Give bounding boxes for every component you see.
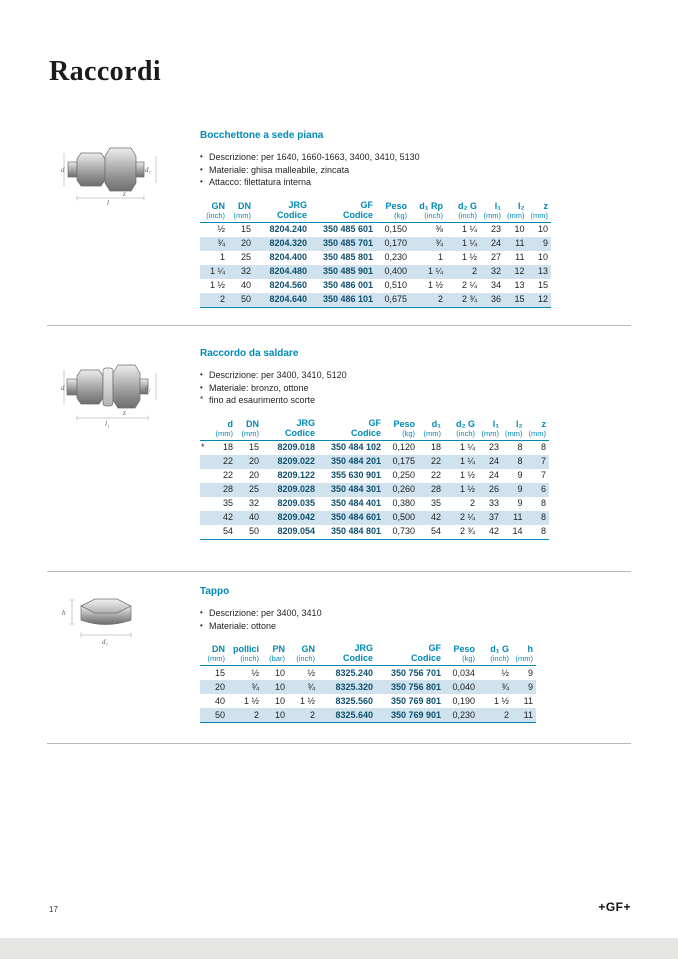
table-cell: 350 756 701: [390, 667, 441, 678]
table-cell: 350 484 102: [330, 442, 381, 452]
column-header: PN (bar): [269, 644, 285, 663]
table-cell: ½: [217, 224, 225, 234]
table-cell: 22: [430, 456, 441, 466]
table-cell: 1 ½: [459, 484, 475, 494]
table-cell: 350 486 101: [322, 294, 373, 304]
column-header: d₁ Rp (inch): [419, 200, 443, 220]
product-image-column: [47, 348, 200, 433]
table-cell: 50: [240, 294, 251, 304]
bullet-text: Descrizione: per 3400, 3410: [209, 608, 322, 618]
table-cell: 10: [274, 681, 285, 692]
table-cell: 12: [514, 266, 525, 276]
table-cell: 25: [240, 252, 251, 262]
table-cell: 8325.560: [335, 695, 373, 706]
table-cell: 2: [309, 709, 315, 720]
table-cell: 15: [537, 280, 548, 290]
table-cell: 18: [222, 442, 233, 452]
column-header: GF Codice: [342, 199, 373, 220]
table-cell: 0,380: [392, 498, 415, 508]
table-cell: 9: [527, 681, 533, 692]
table-cell: 15: [240, 224, 251, 234]
table-cell: 24: [488, 470, 499, 480]
table-cell: [200, 455, 210, 469]
table-row: [200, 680, 536, 694]
table-cell: 0,500: [392, 512, 415, 522]
table-cell: 8209.018: [277, 442, 315, 452]
table-cell: 8: [540, 526, 546, 536]
table-cell: 20: [214, 681, 225, 692]
table-cell: 22: [222, 456, 233, 466]
table-cell: 10: [274, 695, 285, 706]
table-cell: [200, 525, 210, 540]
bullet-text: Materiale: ottone: [209, 620, 277, 631]
table-cell: 1 ¼: [209, 266, 225, 276]
product-image-column: [47, 130, 200, 211]
table-cell: 1: [219, 252, 225, 262]
table-cell: 2 ¼: [461, 280, 477, 290]
table-cell: 35: [222, 498, 233, 508]
bullet-list: [200, 607, 633, 632]
dimension-label: d: [61, 166, 65, 174]
bullet-text: Descrizione: per 1640, 1660-1663, 3400, 3410, 5130: [209, 152, 420, 162]
table-cell: 8325.640: [335, 709, 373, 720]
table-cell: 0,230: [452, 709, 475, 720]
section-title: Raccordo da saldare: [200, 348, 299, 359]
table-row: [200, 469, 549, 483]
bullet-text: Descrizione: per 3400, 3410, 5120: [209, 370, 347, 380]
table-cell: 350 484 201: [330, 456, 381, 466]
table-cell: 0,675: [384, 294, 407, 304]
table-cell: 1: [437, 252, 443, 262]
table-cell: 8: [517, 456, 523, 466]
table-cell: 1 ¼: [427, 266, 443, 276]
table-cell: 14: [512, 526, 523, 536]
table-cell: 7: [540, 470, 546, 480]
table-cell: 11: [515, 252, 525, 262]
section-content: [200, 348, 633, 540]
bullet-item: [200, 151, 633, 164]
table-cell: 1 ½: [209, 280, 225, 290]
column-header: pollici (inch): [232, 644, 259, 663]
table-cell: 2: [503, 709, 509, 720]
table-row: [200, 265, 551, 279]
table-cell: 0,120: [392, 442, 415, 452]
table-cell: 54: [430, 526, 441, 536]
table-cell: 1 ½: [243, 695, 259, 706]
column-header: h (mm): [515, 644, 533, 663]
page-edge-band: [0, 938, 678, 959]
column-header: z (mm): [528, 418, 546, 438]
table-cell: 34: [490, 280, 501, 290]
bullet-marker: •: [200, 608, 203, 617]
bullet-marker: •: [200, 152, 203, 161]
column-header: GN (inch): [296, 644, 315, 663]
table-cell: 350 756 801: [390, 681, 441, 692]
table-cell: 8325.240: [335, 667, 373, 678]
table-cell: 2 ¾: [459, 526, 475, 536]
table-cell: 20: [248, 470, 259, 480]
table-cell: 0,034: [452, 667, 475, 678]
bullet-text: Attacco: filettatura interna: [209, 177, 312, 187]
solder-union-product-image: [61, 352, 161, 428]
table-cell: 11: [513, 512, 523, 522]
table-cell: 26: [488, 484, 499, 494]
column-header: z (mm): [530, 200, 548, 220]
table-cell: ⅜: [435, 224, 443, 234]
table-cell: 11: [523, 695, 533, 706]
table-cell: 20: [240, 238, 251, 248]
column-header: Peso (kg): [453, 644, 475, 663]
bullet-list: [200, 369, 633, 407]
column-header: JRG Codice: [342, 643, 373, 663]
table-row: [200, 222, 551, 237]
table-cell: ¾: [501, 681, 509, 692]
table-cell: ½: [307, 667, 315, 678]
column-header: GF Codice: [350, 417, 381, 438]
column-header: Peso (kg): [393, 418, 415, 438]
bullet-list: [200, 151, 633, 189]
table-cell: 24: [488, 456, 499, 466]
table-cell: 13: [537, 266, 548, 276]
section-content: [200, 586, 633, 723]
table-row: [200, 237, 551, 251]
table-cell: ¾: [435, 238, 443, 248]
table-cell: 350 484 601: [330, 512, 381, 522]
table-cell: 2 ¼: [459, 512, 475, 522]
table-cell: 35: [430, 498, 441, 508]
table-cell: 42: [488, 526, 499, 536]
bullet-marker: •: [200, 382, 203, 392]
table-cell: 8204.560: [269, 280, 307, 290]
column-header: l₁ (mm): [483, 200, 501, 220]
column-header: d₂ G (inch): [456, 418, 475, 438]
table-cell: 10: [537, 252, 548, 262]
table-cell: 8: [540, 442, 546, 452]
table-row: [200, 483, 549, 497]
column-header: DN (mm): [233, 200, 251, 220]
table-cell: 350 769 801: [390, 695, 441, 706]
table-cell: 22: [430, 470, 441, 480]
table-cell: 1 ¼: [459, 442, 475, 452]
dimension-label: z: [123, 190, 126, 198]
bullet-item: [200, 369, 633, 382]
gf-logo: +GF+: [598, 900, 631, 914]
table-cell: 8209.054: [277, 526, 315, 536]
table-cell: 15: [214, 667, 225, 678]
table-cell: 40: [240, 280, 251, 290]
dimension-label: l₁: [105, 420, 110, 428]
bullet-item: [200, 164, 633, 177]
union-flat-seat-product-image: [61, 134, 161, 206]
table-cell: 9: [517, 484, 523, 494]
column-header: DN (mm): [207, 644, 225, 663]
table-cell: 0,230: [384, 252, 407, 262]
column-header: [200, 417, 210, 441]
table-cell: 1 ½: [493, 695, 509, 706]
table-cell: 350 485 601: [322, 224, 373, 234]
product-table: [200, 417, 549, 540]
dimension-label: d₁: [145, 384, 151, 392]
table-cell: 32: [248, 498, 259, 508]
table-cell: 0,260: [392, 484, 415, 494]
table-cell: 1 ½: [461, 252, 477, 262]
table-cell: 10: [274, 709, 285, 720]
table-cell: 50: [248, 526, 259, 536]
table-cell: 2: [437, 294, 443, 304]
table-cell: 8204.640: [269, 294, 307, 304]
column-header: Peso (kg): [385, 200, 407, 220]
table-cell: 24: [490, 238, 501, 248]
table-cell: 28: [430, 484, 441, 494]
dimension-label: d₁: [145, 166, 151, 174]
column-header: DN (mm): [241, 418, 259, 438]
table-row: [200, 455, 549, 469]
table-cell: 25: [248, 484, 259, 494]
table-cell: 1 ½: [459, 470, 475, 480]
table-cell: 11: [515, 238, 525, 248]
table-cell: 8209.035: [277, 498, 315, 508]
table-cell: 350 484 401: [330, 498, 381, 508]
table-cell: 350 485 801: [322, 252, 373, 262]
table-cell: 42: [222, 512, 233, 522]
product-table: [200, 642, 536, 723]
product-table: [200, 199, 551, 308]
table-cell: ¾: [251, 681, 259, 692]
column-header: l₂ (mm): [505, 418, 523, 438]
column-header: d₁ G (inch): [490, 644, 509, 663]
table-cell: 1 ½: [427, 280, 443, 290]
table-cell: 10: [537, 224, 548, 234]
table-cell: *: [201, 442, 205, 452]
table-row: [200, 694, 536, 708]
table-cell: 6: [540, 484, 546, 494]
table-cell: 22: [222, 470, 233, 480]
table-cell: 40: [214, 695, 225, 706]
bullet-marker: *: [200, 395, 204, 404]
table-cell: 350 485 901: [322, 266, 373, 276]
table-cell: 33: [488, 498, 499, 508]
table-cell: 350 484 801: [330, 526, 381, 536]
bullet-text: Materiale: ghisa malleabile, zincata: [209, 164, 350, 175]
bullet-marker: •: [200, 370, 203, 379]
table-cell: 37: [488, 512, 499, 522]
table-cell: 9: [517, 470, 523, 480]
table-cell: 8204.400: [269, 252, 307, 262]
bullet-item: [200, 607, 633, 620]
table-cell: 0,175: [392, 456, 415, 466]
table-cell: 15: [514, 294, 525, 304]
table-cell: 2: [219, 294, 225, 304]
bullet-item: [200, 382, 633, 395]
table-row: [200, 511, 549, 525]
table-cell: 8204.320: [269, 238, 307, 248]
table-cell: 0,190: [452, 695, 475, 706]
table-cell: 355 630 901: [330, 470, 381, 480]
table-row: [200, 251, 551, 265]
table-cell: 8: [540, 512, 546, 522]
table-cell: 7: [540, 456, 546, 466]
table-cell: 0,400: [384, 266, 407, 276]
dimension-label: h: [62, 609, 66, 617]
table-cell: 0,150: [384, 224, 407, 234]
table-cell: 8209.028: [277, 484, 315, 494]
table-cell: 8209.122: [277, 470, 315, 480]
section-content: [200, 130, 633, 308]
table-cell: 2: [471, 266, 477, 276]
dimension-label: l: [107, 199, 109, 206]
table-cell: 13: [514, 280, 525, 290]
product-image-column: [47, 586, 200, 653]
bullet-text: fino ad esaurimento scorte: [209, 395, 316, 405]
table-cell: 350 485 701: [322, 238, 373, 248]
table-row: [200, 293, 551, 308]
section-raccordo-da-saldare: [47, 348, 633, 540]
table-cell: 36: [490, 294, 501, 304]
table-cell: 1 ¼: [459, 456, 475, 466]
table-cell: 350 486 001: [322, 280, 373, 290]
column-header: d (mm): [215, 418, 233, 438]
table-cell: 2 ¾: [461, 294, 477, 304]
column-header: l₂ (mm): [507, 200, 525, 220]
page-title: Raccordi: [49, 56, 162, 87]
bullet-item: [200, 620, 633, 633]
table-cell: 0,040: [452, 681, 475, 692]
table-cell: 350 484 301: [330, 484, 381, 494]
table-cell: 8209.042: [277, 512, 315, 522]
section-title: Tappo: [200, 586, 230, 597]
table-cell: 32: [240, 266, 251, 276]
table-cell: ½: [501, 667, 509, 678]
cap-product-image: [61, 590, 149, 648]
table-cell: 1 ¼: [461, 238, 477, 248]
table-cell: 0,250: [392, 470, 415, 480]
table-row: [200, 666, 536, 681]
section-bocchettone: [47, 130, 633, 308]
table-row: [200, 497, 549, 511]
table-cell: [200, 511, 210, 525]
table-cell: 18: [430, 442, 441, 452]
bullet-text: Materiale: bronzo, ottone: [209, 382, 309, 393]
table-cell: 15: [248, 442, 259, 452]
table-cell: 11: [523, 709, 533, 720]
table-cell: 23: [488, 442, 499, 452]
table-cell: 40: [248, 512, 259, 522]
table-cell: 20: [248, 456, 259, 466]
bullet-item: [200, 176, 633, 189]
table-row: [200, 279, 551, 293]
table-cell: 0,170: [384, 238, 407, 248]
table-cell: 28: [222, 484, 233, 494]
bullet-marker: •: [200, 620, 203, 630]
table-cell: 23: [490, 224, 501, 234]
table-cell: 8325.320: [335, 681, 373, 692]
column-header: l₁ (mm): [481, 418, 499, 438]
column-header: d₁ (mm): [423, 418, 441, 438]
table-cell: [200, 497, 210, 511]
table-cell: 8: [517, 442, 523, 452]
dimension-label: d: [61, 384, 65, 392]
table-cell: 9: [517, 498, 523, 508]
table-cell: ¾: [217, 238, 225, 248]
table-cell: 8: [540, 498, 546, 508]
column-header: d₂ G (inch): [458, 200, 477, 220]
column-header: GF Codice: [410, 643, 441, 663]
table-cell: 9: [542, 238, 548, 248]
table-cell: [200, 469, 210, 483]
table-cell: 8204.240: [269, 224, 307, 234]
table-cell: 10: [514, 224, 525, 234]
table-cell: 8209.022: [277, 456, 315, 466]
table-cell: 50: [214, 709, 225, 720]
bullet-marker: •: [200, 164, 203, 174]
table-cell: 2: [469, 498, 475, 508]
section-divider: [47, 325, 631, 326]
table-cell: ¾: [307, 681, 315, 692]
table-cell: 27: [490, 252, 501, 262]
table-cell: 1 ½: [299, 695, 315, 706]
bullet-marker: •: [200, 177, 203, 186]
table-cell: [200, 483, 210, 497]
column-header: JRG Codice: [284, 417, 315, 438]
table-cell: 1 ¼: [461, 224, 477, 234]
dimension-label: d₁: [102, 638, 108, 646]
table-cell: 350 769 901: [390, 709, 441, 720]
column-header: JRG Codice: [276, 199, 307, 220]
table-row: [200, 525, 549, 540]
dimension-label: z: [123, 409, 126, 417]
page-number: 17: [49, 905, 58, 914]
table-cell: 9: [527, 667, 533, 678]
table-cell: 12: [537, 294, 548, 304]
table-cell: 42: [430, 512, 441, 522]
table-row: [200, 708, 536, 723]
section-tappo: [47, 586, 633, 723]
table-row: [200, 440, 549, 455]
section-title: Bocchettone a sede piana: [200, 130, 324, 141]
section-divider: [47, 571, 631, 572]
table-cell: 54: [222, 526, 233, 536]
table-cell: 8204.480: [269, 266, 307, 276]
table-cell: 10: [274, 667, 285, 678]
table-cell: 0,730: [392, 526, 415, 536]
table-cell: ½: [251, 667, 259, 678]
table-cell: 32: [490, 266, 501, 276]
table-cell: 2: [253, 709, 259, 720]
column-header: GN (inch): [206, 200, 225, 220]
section-divider: [47, 743, 631, 744]
table-cell: 0,510: [384, 280, 407, 290]
bullet-item: [200, 394, 633, 407]
